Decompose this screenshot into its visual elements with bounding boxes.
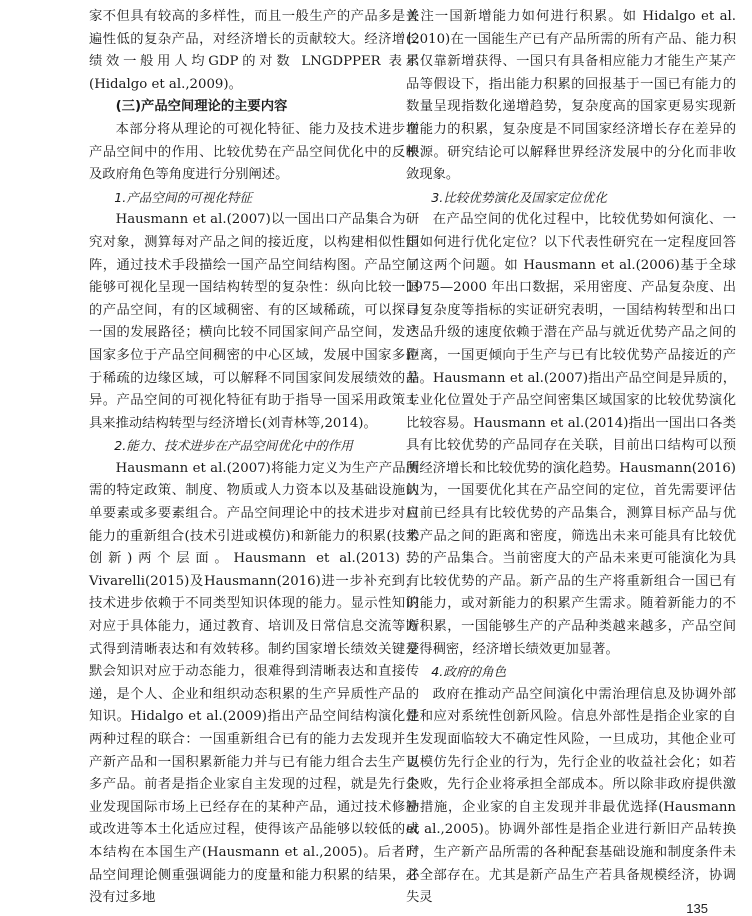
paragraph: Hausmann et al.(2007)将能力定义为生产产品所需的特定政策、制度、物质或人力资本以及基础设施的单要素或多要素组合。产品空间理论中的技术进步对应能力的重新组合(技术引进或模仿)和新能力的积累(技术创新)两个层面。Hausmann et al.(2013)、Vivarelli(2015)及Hausmann(2016)进一步补充到，技术进步依赖于不同类型知识体现的能力。显示性知识对应于具体能力，通过教育、培训及日常信息交流等方式得到清晰表达和有效转移。制约国家增长绩效关键是默会知识对应于动态能力，很难得到清晰表达和直接传递，是个人、企业和组织动态积累的生产异质性产品的知识。Hidalgo et al.(2009)指出产品空间结构演化是两种过程的联合：一国重新组合已有的能力去发现并生产新产品和一国积累新能力并与已有能力组合去生产更多产品。前者是指企业家自主发现的过程，就是先行企业发现国际市场上已经存在的某种产品，通过技术修补或改进等本土化适应过程，使得该产品能够以较低的成本结构在本国生产(Hausmann et al.,2005)。后者产品空间理论侧重强调能力的度量和能力积累的结果，并没有过多地	[89, 460, 419, 906]
paragraph: 在产品空间的优化过程中，比较优势如何演化、一国如何进行优化定位？以下代表性研究在一定程度回答了这两个问题。如 Hausmann et al.(2006)基于全球 1975—2000 年出口数据，采用密度、产品复杂度、出口复杂度等指标的实证研究表明，一国结构转型和出口产品升级的速度依赖于潜在产品与就近优势产品之间的距离，一国更倾向于生产与已有比较优势产品接近的产品。Hausmann et al.(2007)指出产品空间是异质的，专业化位置处于产品空间密集区域国家的比较优势演化比较容易。Hausmann et al.(2014)指出一国出口各类具有比较优势的产品同存在关联，目前出口结构可以预测经济增长和比较优势的演化趋势。Hausmann(2016)认为，一国要优化其在产品空间的定位，首先需要评估目前已经具有比较优势的产品集合，测算目标产品与优势产品之间的距离和密度，筛选出未来可能具有比较优势的产品集合。当前密度大的产品未来更可能演化为具有比较优势的产品。新产品的生产将重新组合一国已有的能力，或对新能力的积累产生需求。随着新能力的不断积累，一国能够生产的产品种类越来越多，产品空间变得稠密，经济增长绩效更加显著。	[406, 212, 736, 657]
subsection-heading: 3.比较优势演化及国家定位优化	[431, 189, 607, 205]
subsection-heading: 4.政府的角色	[431, 664, 507, 680]
paragraph: 本部分将从理论的可视化特征、能力及技术进步在产品空间中的作用、比较优势在产品空间优化中的反映及政府角色等角度进行分别阐述。	[89, 121, 419, 183]
section-heading: (三)产品空间理论的主要内容	[115, 99, 288, 115]
paragraph: 政府在推动产品空间演化中需治理信息及协调外部性和应对系统性创新风险。信息外部性是指企业家的自主发现面临较大不确定性风险，一旦成功，其他企业可以模仿先行企业的行为，先行企业的收益社会化；如若失败，先行企业将承担全部成本。所以除非政府提供激励措施，企业家的自主发现并非最优选择(Hausmann et al.,2005)。协调外部性是指企业进行新旧产品转换时，生产新产品所需的各种配套基础设施和制度条件未必全部存在。尤其是新产品生产若具备规模经济，协调失灵	[406, 686, 736, 906]
page-number: 135	[686, 901, 708, 916]
paragraph: 关注一国新增能力如何进行积累。如 Hidalgo et al.(2010)在一国能生产已有产品所需的所有产品、能力积累仅靠新增获得、一国只有具备相应能力才能生产某产品等假设下，指出能力积累的回报基于一国已有能力的数量呈现指数化递增趋势，复杂度高的国家更易实现新增能力的积累，复杂度是不同国家经济增长存在差异的根源。研究结论可以解释世界经济发展中的分化而非收敛现象。	[406, 9, 736, 183]
subsection-heading: 1.产品空间的可视化特征	[114, 189, 253, 205]
subsection-heading: 2.能力、技术进步在产品空间优化中的作用	[114, 438, 353, 454]
right-column	[406, 6, 736, 910]
left-column	[89, 6, 419, 910]
paragraph: 家不但具有较高的多样性，而且一般生产的产品多是普遍性低的复杂产品，对经济增长的贡献较大。经济增长绩效一般用人均GDP的对数 LNGDPPER 表示(Hidalgo et al.,2009)。	[89, 9, 419, 92]
paragraph: Hausmann et al.(2007)以一国出口产品集合为研究对象，测算每对产品之间的接近度，以构建相似性矩阵，通过技术手段描绘一国产品空间结构图。产品空间能够可视化呈现一国结构转型的复杂性：纵向比较一国的产品空间，有的区域稠密、有的区域稀疏，可以探寻一国的发展路径；横向比较不同国家间产品空间，发达国家多位于产品空间稠密的中心区域，发展中国家多位于稀疏的边缘区域，可以解释不同国家间发展绩效的差异。产品空间的可视化特征有助于指导一国采用政策工具来推动结构转型与经济增长(刘青林等,2014)。	[89, 212, 419, 431]
